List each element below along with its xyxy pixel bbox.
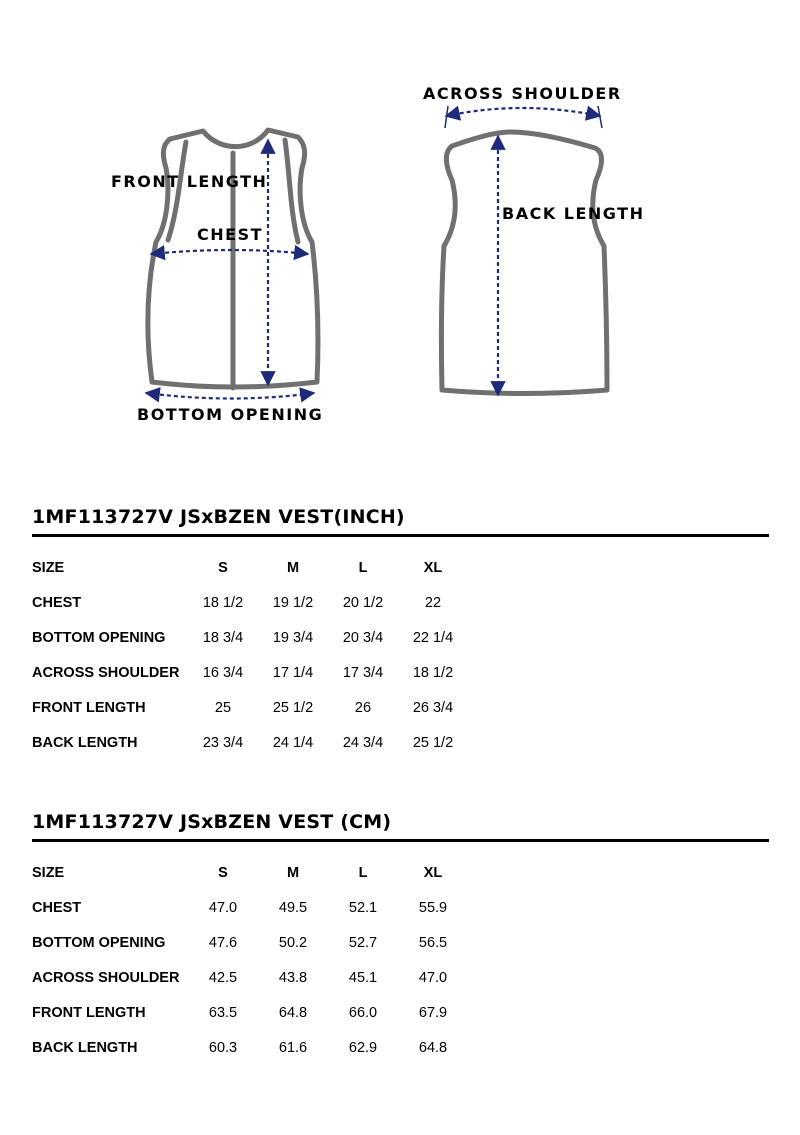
table-header-row bbox=[32, 865, 769, 900]
cell-xl: 64.8 bbox=[418, 1040, 448, 1056]
chest-arrow bbox=[151, 250, 308, 254]
cell-s: 23 3/4 bbox=[202, 735, 244, 751]
measurement-diagram bbox=[0, 0, 800, 440]
cell-l: 26 bbox=[354, 700, 372, 716]
size-header-l: L bbox=[358, 560, 368, 576]
cell-l: 17 3/4 bbox=[342, 665, 384, 681]
cell-l: 20 1/2 bbox=[342, 595, 384, 611]
table-row-chest bbox=[32, 595, 769, 630]
across-shoulder-arrow bbox=[446, 108, 600, 116]
cell-xl: 18 1/2 bbox=[412, 665, 454, 681]
table-row-chest bbox=[32, 900, 769, 935]
cell-m: 64.8 bbox=[278, 1005, 308, 1021]
cell-m: 25 1/2 bbox=[272, 700, 314, 716]
cell-m: 61.6 bbox=[278, 1040, 308, 1056]
table-row-back-length bbox=[32, 735, 769, 770]
across-shoulder-tick-left bbox=[445, 106, 448, 128]
cell-l: 20 3/4 bbox=[342, 630, 384, 646]
cell-xl: 22 bbox=[424, 595, 442, 611]
row-label: FRONT LENGTH bbox=[32, 700, 146, 716]
cell-xl: 26 3/4 bbox=[412, 700, 454, 716]
front-vest-left-armhole bbox=[168, 142, 186, 240]
row-label: ACROSS SHOULDER bbox=[32, 970, 180, 986]
table-title-inch: 1MF113727V JSxBZEN VEST(INCH) bbox=[32, 506, 405, 528]
size-header-s: S bbox=[218, 560, 228, 576]
row-label: BOTTOM OPENING bbox=[32, 630, 166, 646]
size-header-label: SIZE bbox=[32, 865, 65, 881]
table-title-cm: 1MF113727V JSxBZEN VEST (CM) bbox=[32, 811, 392, 833]
cell-l: 62.9 bbox=[348, 1040, 378, 1056]
bottom-opening-arrow bbox=[146, 393, 314, 399]
measurement-arrows bbox=[146, 106, 602, 399]
cell-s: 16 3/4 bbox=[202, 665, 244, 681]
table-row-across-shoulder bbox=[32, 665, 769, 700]
cell-l: 52.7 bbox=[348, 935, 378, 951]
table-row-back-length bbox=[32, 1040, 769, 1075]
row-label: FRONT LENGTH bbox=[32, 1005, 146, 1021]
size-table-inch bbox=[32, 506, 769, 770]
cell-s: 18 3/4 bbox=[202, 630, 244, 646]
row-label: BACK LENGTH bbox=[32, 735, 138, 751]
back-length-label: BACK LENGTH bbox=[502, 204, 645, 223]
bottom-opening-label: BOTTOM OPENING bbox=[137, 405, 324, 424]
row-label: BOTTOM OPENING bbox=[32, 935, 166, 951]
cell-m: 43.8 bbox=[278, 970, 308, 986]
size-header-m: M bbox=[286, 560, 300, 576]
size-header-m: M bbox=[286, 865, 300, 881]
table-row-bottom-opening bbox=[32, 630, 769, 665]
front-vest-illustration bbox=[148, 130, 318, 388]
cell-m: 17 1/4 bbox=[272, 665, 314, 681]
across-shoulder-tick-right bbox=[598, 106, 602, 128]
table-row-front-length bbox=[32, 700, 769, 735]
cell-s: 25 bbox=[214, 700, 232, 716]
row-label: CHEST bbox=[32, 595, 82, 611]
cell-l: 45.1 bbox=[348, 970, 378, 986]
cell-s: 60.3 bbox=[208, 1040, 238, 1056]
cell-m: 50.2 bbox=[278, 935, 308, 951]
cell-s: 63.5 bbox=[208, 1005, 238, 1021]
table-row-across-shoulder bbox=[32, 970, 769, 1005]
size-header-s: S bbox=[218, 865, 228, 881]
back-vest-illustration bbox=[441, 132, 607, 394]
table-header-row bbox=[32, 560, 769, 595]
row-label: BACK LENGTH bbox=[32, 1040, 138, 1056]
cell-xl: 55.9 bbox=[418, 900, 448, 916]
cell-xl: 25 1/2 bbox=[412, 735, 454, 751]
cell-s: 47.0 bbox=[208, 900, 238, 916]
cell-s: 47.6 bbox=[208, 935, 238, 951]
size-table-cm bbox=[32, 811, 769, 1075]
size-header-label: SIZE bbox=[32, 560, 65, 576]
cell-s: 18 1/2 bbox=[202, 595, 244, 611]
front-vest-right-armhole bbox=[285, 140, 298, 242]
cell-m: 49.5 bbox=[278, 900, 308, 916]
cell-xl: 56.5 bbox=[418, 935, 448, 951]
across-shoulder-label: ACROSS SHOULDER bbox=[423, 84, 622, 103]
back-vest-outline bbox=[441, 132, 607, 394]
table-row-bottom-opening bbox=[32, 935, 769, 970]
cell-l: 66.0 bbox=[348, 1005, 378, 1021]
chest-label: CHEST bbox=[197, 225, 263, 244]
size-header-xl: XL bbox=[423, 560, 443, 576]
cell-xl: 47.0 bbox=[418, 970, 448, 986]
cell-l: 24 3/4 bbox=[342, 735, 384, 751]
front-length-label: FRONT LENGTH bbox=[111, 172, 268, 191]
table-row-front-length bbox=[32, 1005, 769, 1040]
cell-m: 19 3/4 bbox=[272, 630, 314, 646]
cell-m: 24 1/4 bbox=[272, 735, 314, 751]
row-label: CHEST bbox=[32, 900, 82, 916]
row-label: ACROSS SHOULDER bbox=[32, 665, 180, 681]
cell-s: 42.5 bbox=[208, 970, 238, 986]
size-header-l: L bbox=[358, 865, 368, 881]
cell-l: 52.1 bbox=[348, 900, 378, 916]
size-header-xl: XL bbox=[423, 865, 443, 881]
cell-xl: 22 1/4 bbox=[412, 630, 454, 646]
cell-xl: 67.9 bbox=[418, 1005, 448, 1021]
cell-m: 19 1/2 bbox=[272, 595, 314, 611]
